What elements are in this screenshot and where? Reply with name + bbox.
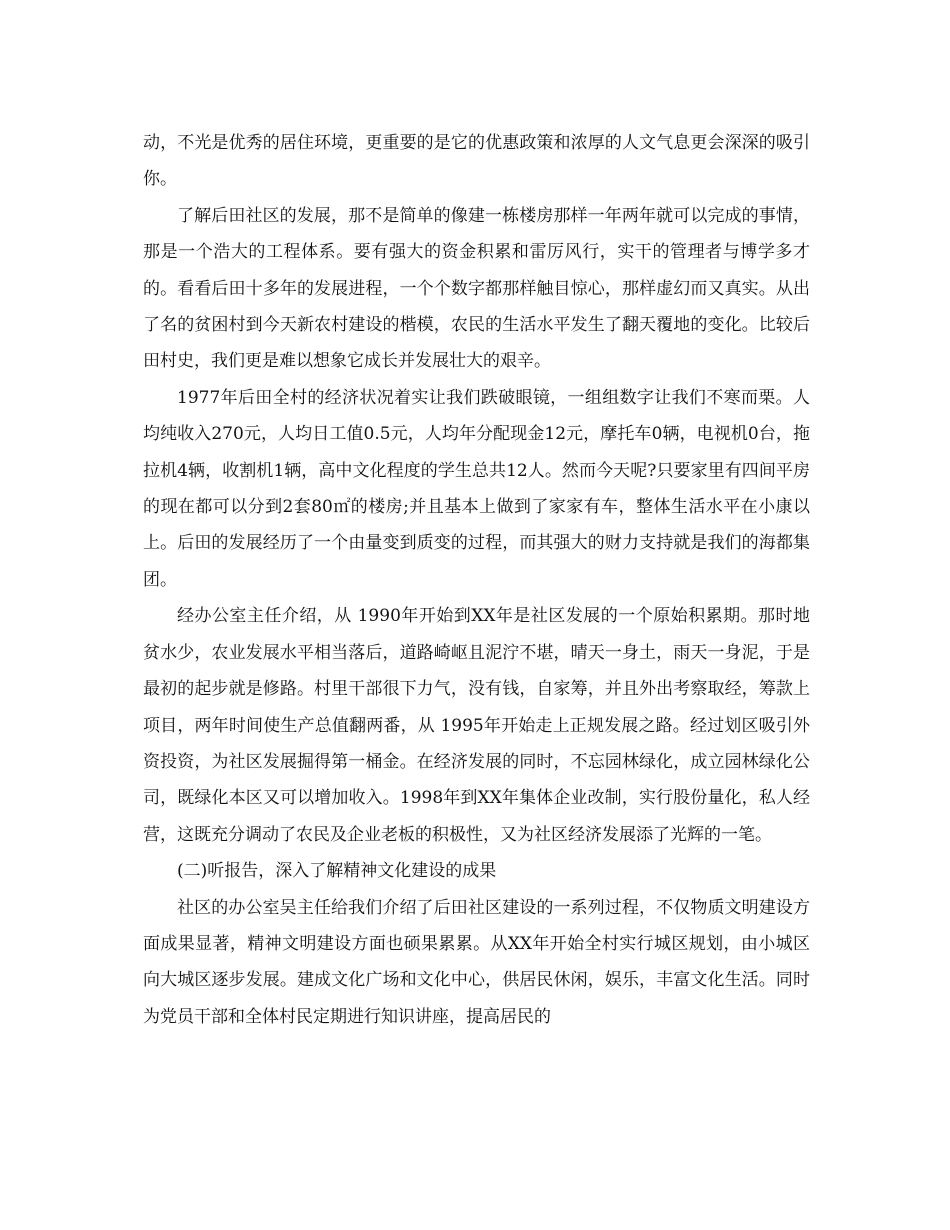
document-body bbox=[143, 125, 810, 1035]
paragraph-1977-economy: 1977年后田全村的经济状况着实让我们跌破眼镜，一组组数字让我们不寒而栗。人均纯收入270元，人均日工值0.5元，人均年分配现金12元，摩托车0辆，电视机0台，拖拉机4辆，收割机1辆，高中文化程度的学生总共12人。然而今天呢?只要家里有四间平房的现在都可以分到2套80㎡的楼房;并且基本上做到了家家有车，整体生活水平在小康以上。后田的发展经历了一个由量变到质变的过程，而其强大的财力支持就是我们的海都集团。 bbox=[143, 387, 810, 590]
section-heading: (二)听报告，深入了解精神文化建设的成果 bbox=[177, 861, 497, 882]
paragraph-spiritual-culture: 社区的办公室吴主任给我们介绍了后田社区建设的一系列过程，不仅物质文明建设方面成果显著，精神文明建设方面也硕果累累。从XX年开始全村实行城区规划，由小城区向大城区逐步发展。建成文化广场和文化中心，供居民休闲，娱乐，丰富文化生活。同时为党员干部和全体村民定期进行知识讲座，提高居民的 bbox=[143, 897, 810, 1027]
paragraph-office-director-intro: 经办公室主任介绍，从 1990年开始到XX年是社区发展的一个原始积累期。那时地贫水少，农业发展水平相当落后，道路崎岖且泥泞不堪，晴天一身土，雨天一身泥，于是最初的起步就是修路。村里干部很下力气，没有钱，自家筹，并且外出考察取经，筹款上项目，两年时间使生产总值翻两番，从 1995年开始走上正规发展之路。经过划区吸引外资投资，为社区发展掘得第一桶金。在经济发展的同时，不忘园林绿化，成立园林绿化公司，既绿化本区又可以增加收入。1998年到XX年集体企业改制，实行股份量化，私人经营，这既充分调动了农民及企业老板的积极性，又为社区经济发展添了光辉的一笔。 bbox=[143, 606, 810, 845]
paragraph-community-development: 了解后田社区的发展，那不是简单的像建一栋楼房那样一年两年就可以完成的事情，那是一个浩大的工程体系。要有强大的资金积累和雷厉风行，实干的管理者与博学多才的。看看后田十多年的发展进程，一个个数字都那样触目惊心，那样虚幻而又真实。从出了名的贫困村到今天新农村建设的楷模，农民的生活水平发生了翻天覆地的变化。比较后田村史，我们更是难以想象它成长并发展壮大的艰辛。 bbox=[143, 205, 810, 372]
paragraph-continued: 动，不光是优秀的居住环境，更重要的是它的优惠政策和浓厚的人文气息更会深深的吸引你。 bbox=[143, 133, 810, 190]
